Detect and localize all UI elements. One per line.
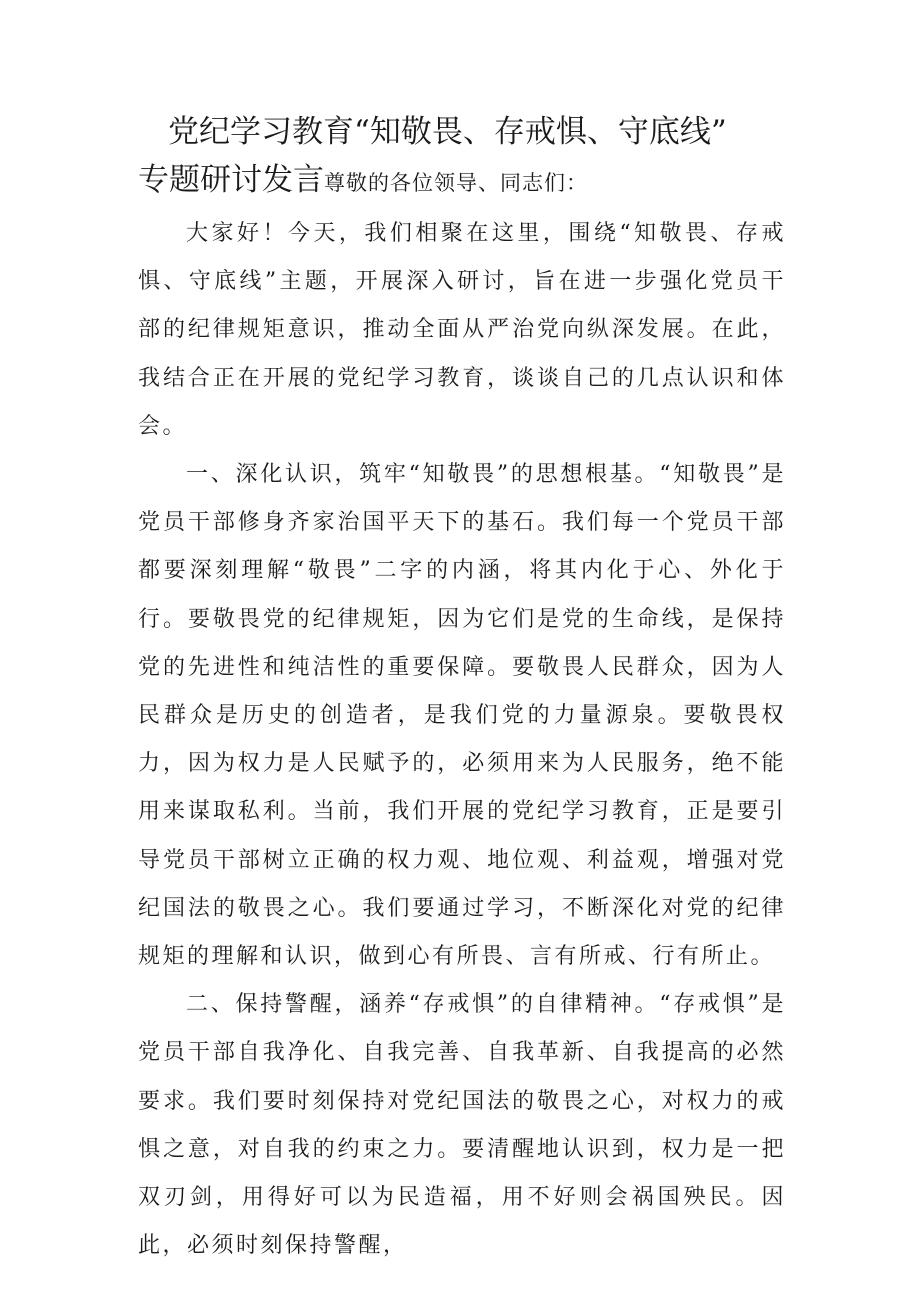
document-title-line2-row <box>138 160 588 205</box>
paragraph-section-2: 二、保持警醒，涵养“存戒惧”的自律精神。“存戒惧”是党员干部自我净化、自我完善、自我革新、自我提高的必然要求。我们要时刻保持对党纪国法的敬畏之心，对权力的戒惧之意，对自我的约束之力。要清醒地认识到，权力是一把双刃剑，用得好可以为民造福，用不好则会祸国殃民。因此，必须时刻保持警醒， <box>138 992 786 1259</box>
document-title-line1: 党纪学习教育“知敬畏、存戒惧、守底线” <box>168 114 727 150</box>
paragraph-section-1: 一、深化认识，筑牢“知敬畏”的思想根基。“知敬畏”是党员干部修身齐家治国平天下的基石。我们每一个党员干部都要深刻理解“敬畏”二字的内涵，将其内化于心、外化于行。要敬畏党的纪律规矩，因为它们是党的生命线，是保持党的先进性和纯洁性的重要保障。要敬畏人民群众，因为人民群众是历史的创造者，是我们党的力量源泉。要敬畏权力，因为权力是人民赋予的，必须用来为人民服务，绝不能用来谋取私利。当前，我们开展的党纪学习教育，正是要引导党员干部树立正确的权力观、地位观、利益观，增强对党纪国法的敬畏之心。我们要通过学习，不断深化对党的纪律规矩的理解和认识，做到心有所畏、言有所戒、行有所止。 <box>138 462 786 970</box>
paragraph-intro: 大家好！今天，我们相聚在这里，围绕“知敬畏、存戒惧、守底线”主题，开展深入研讨，旨在进一步强化党员干部的纪律规矩意识，推动全面从严治党向纵深发展。在此，我结合正在开展的党纪学习教育，谈谈自己的几点认识和体会。 <box>138 221 786 439</box>
document-body <box>138 210 786 1270</box>
salutation: 尊敬的各位领导、同志们： <box>324 171 588 195</box>
document-title-line2: 专题研讨发言 <box>138 162 324 198</box>
